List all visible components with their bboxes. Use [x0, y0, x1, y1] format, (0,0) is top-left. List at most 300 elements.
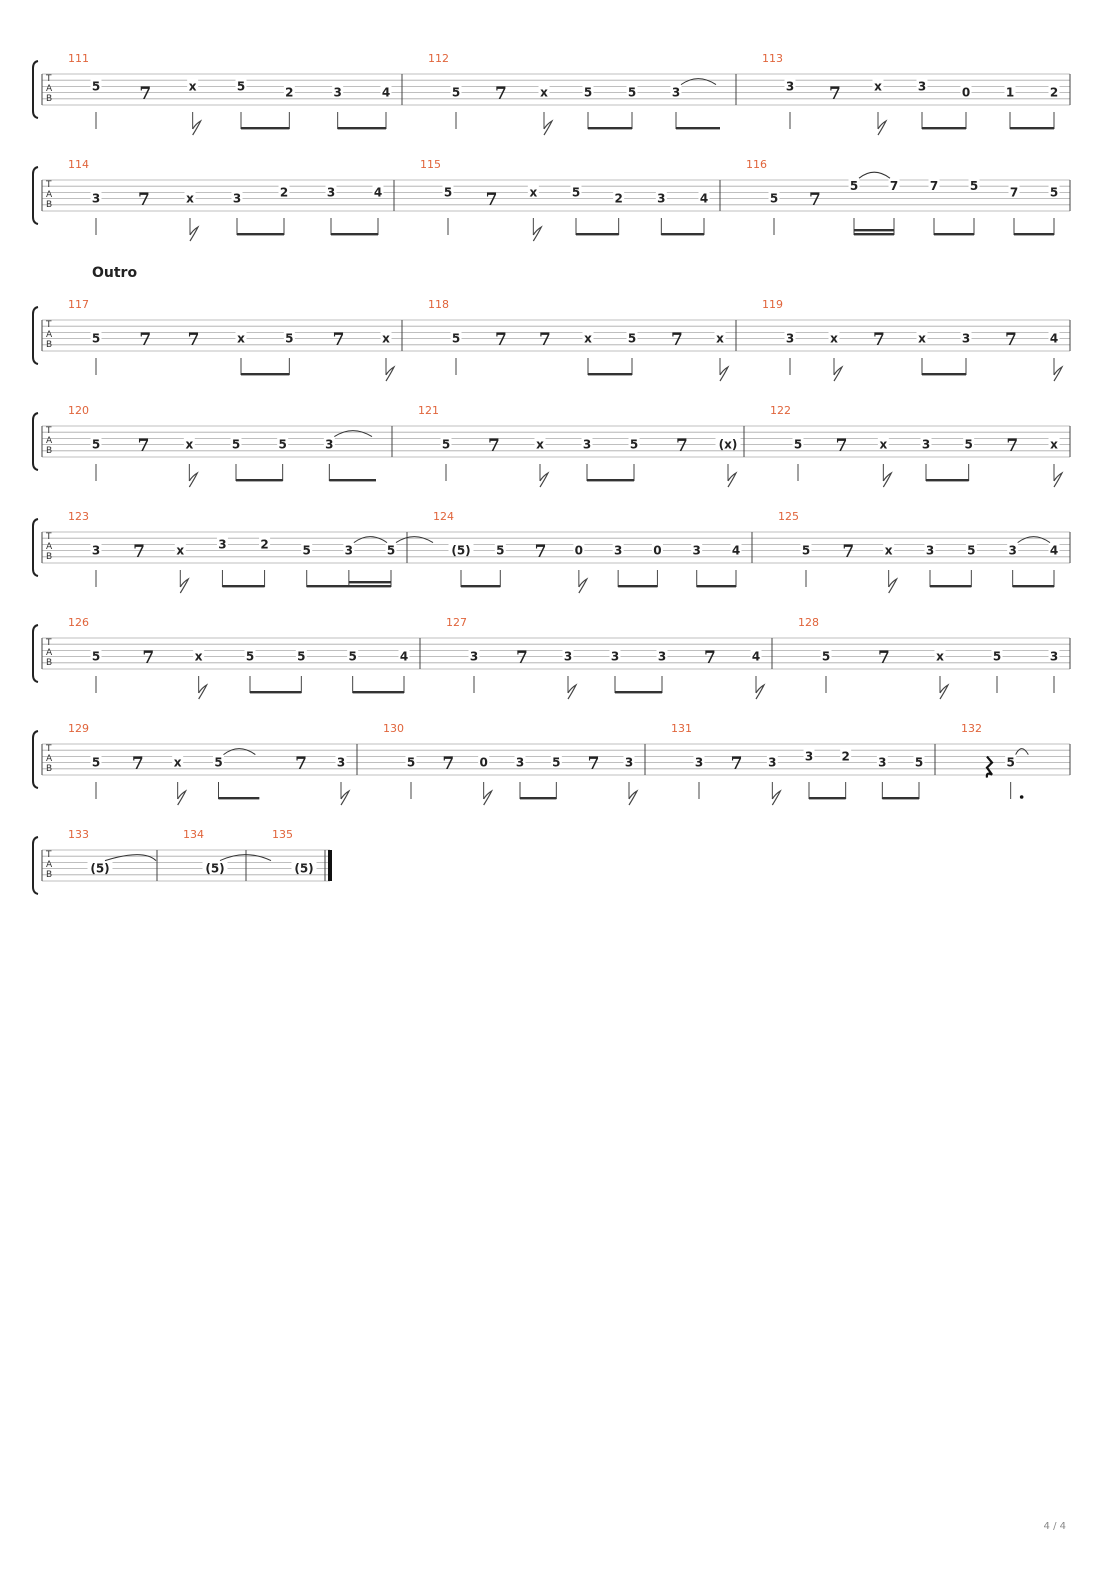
fret-number: 5	[769, 191, 779, 206]
note-beam	[882, 797, 919, 799]
fret-number: 5	[992, 649, 1002, 664]
fret-number: 3	[469, 649, 479, 664]
measure-number: 132	[961, 722, 982, 735]
note-flag	[883, 473, 891, 487]
note-flag	[193, 121, 201, 135]
fret-number: 3	[624, 755, 634, 770]
fret-number: 3	[232, 191, 242, 206]
measure-132	[961, 722, 1028, 799]
fret-number: 3	[1008, 543, 1017, 558]
fret-number: 0	[574, 543, 584, 558]
note-beam	[661, 233, 704, 235]
measure-number: 113	[762, 52, 783, 65]
note-flag	[341, 791, 349, 805]
system	[33, 722, 1070, 805]
measure-number: 130	[383, 722, 404, 735]
fret-number: 2	[260, 537, 269, 552]
tab-clef-letter: A	[46, 648, 53, 658]
measure-126	[68, 616, 410, 699]
tie-arc	[859, 172, 890, 178]
fret-number: 3	[582, 437, 592, 452]
fret-number: 5	[236, 79, 246, 94]
fret-number: 3	[657, 191, 666, 206]
fret-number: 5	[451, 85, 461, 100]
fret-number: 5	[821, 649, 831, 664]
measure-number: 114	[68, 158, 89, 171]
note-flag	[189, 473, 197, 487]
fret-number: 2	[285, 85, 294, 100]
measure-number: 122	[770, 404, 791, 417]
note-flag	[1054, 367, 1062, 381]
fret-number: 5	[441, 437, 451, 452]
eighth-rest: 7	[730, 754, 743, 774]
note-beam	[588, 127, 632, 129]
eighth-rest: 7	[1005, 330, 1017, 350]
fret-number: 4	[731, 543, 741, 558]
tab-clef-letter: B	[46, 764, 53, 774]
eighth-rest: 7	[809, 190, 821, 210]
fret-number: 3	[804, 749, 814, 764]
note-flag	[834, 367, 842, 381]
fret-number: 3	[657, 649, 667, 664]
fret-number: 3	[344, 543, 354, 558]
fret-number: x	[185, 437, 194, 452]
note-beam	[676, 127, 720, 129]
measure-117	[68, 298, 394, 381]
fret-number: 3	[613, 543, 623, 558]
measure-number: 117	[68, 298, 89, 311]
note-beam	[576, 233, 619, 235]
page-number: 4 / 4	[1043, 1521, 1066, 1532]
note-flag	[878, 121, 886, 135]
note-beam	[618, 585, 657, 587]
measure-124	[433, 510, 742, 593]
fret-number: 1	[1005, 85, 1015, 100]
tie-arc	[354, 537, 387, 543]
tab-clef-letter: A	[46, 84, 53, 94]
tab-clef-letter: A	[46, 860, 53, 870]
fret-number: 5	[278, 437, 287, 452]
fret-number: 7	[889, 179, 899, 194]
tab-clef-letter: B	[46, 340, 53, 350]
fret-number: x	[529, 185, 538, 200]
note-beam	[922, 127, 966, 129]
note-beam	[854, 233, 894, 235]
fret-number: x	[536, 437, 544, 452]
fret-number: 3	[768, 755, 777, 770]
system-bracket	[33, 167, 38, 224]
fret-number: x	[382, 331, 390, 346]
eighth-rest: 7	[704, 648, 716, 668]
fret-number: 2	[279, 185, 289, 200]
measure-number: 115	[420, 158, 441, 171]
fret-number: 3	[325, 437, 334, 452]
tab-clef-letter: B	[46, 552, 53, 562]
fret-number: x	[716, 331, 724, 346]
fret-number: 3	[515, 755, 525, 770]
fret-number: 5	[386, 543, 396, 558]
measure-number: 112	[428, 52, 449, 65]
fret-number: x	[194, 649, 203, 664]
note-flag	[199, 685, 207, 699]
measure-number: 118	[428, 298, 449, 311]
fret-number: 3	[326, 185, 336, 200]
note-flag	[484, 791, 492, 805]
measure-121	[418, 404, 741, 487]
fret-number: 3	[921, 437, 931, 452]
fret-number: x	[936, 649, 944, 664]
fret-number: (5)	[451, 543, 471, 558]
measure-125	[778, 510, 1060, 593]
fret-number: 3	[336, 755, 346, 770]
eighth-rest: 7	[142, 648, 155, 668]
measure-127	[446, 616, 764, 699]
note-beam	[353, 691, 404, 693]
note-flag	[178, 791, 186, 805]
note-flag	[533, 227, 541, 241]
fret-number: 5	[627, 331, 637, 346]
fret-number: 5	[1049, 185, 1059, 200]
system-bracket	[33, 625, 38, 682]
measure-number: 135	[272, 828, 293, 841]
eighth-rest: 7	[137, 436, 150, 456]
note-beam	[930, 585, 971, 587]
tie-arc	[1018, 537, 1050, 543]
fret-number: x	[884, 543, 893, 558]
note-beam-secondary	[854, 229, 894, 231]
measure-115	[420, 158, 710, 241]
fret-number: 2	[614, 191, 623, 206]
eighth-rest: 7	[332, 330, 345, 350]
fret-number: 0	[653, 543, 662, 558]
fret-number: 3	[563, 649, 573, 664]
fret-number: 3	[878, 755, 887, 770]
fret-number: x	[1050, 437, 1058, 452]
fret-number: 3	[91, 543, 101, 558]
quarter-rest	[987, 757, 992, 778]
note-beam	[587, 479, 634, 481]
eighth-rest: 7	[539, 330, 551, 350]
measure-number: 127	[446, 616, 467, 629]
note-beam	[697, 585, 736, 587]
fret-number: x	[874, 79, 882, 94]
tab-clef-letter: A	[46, 542, 53, 552]
fret-number: 5	[496, 543, 505, 558]
fret-number: 3	[917, 79, 927, 94]
eighth-rest: 7	[835, 436, 848, 456]
note-beam	[809, 797, 846, 799]
fret-number: x	[173, 755, 182, 770]
fret-number: x	[540, 85, 548, 100]
tab-clef-letter: B	[46, 870, 53, 880]
tab-clef-letter: B	[46, 658, 53, 668]
fret-number: 3	[671, 85, 681, 100]
fret-number: 5	[406, 755, 416, 770]
note-flag	[1054, 473, 1062, 487]
eighth-rest: 7	[587, 754, 600, 774]
fret-number: x	[188, 79, 197, 94]
note-beam	[329, 479, 376, 481]
measure-number: 125	[778, 510, 799, 523]
note-beam	[588, 373, 632, 375]
system	[33, 404, 1070, 487]
tie-arc	[334, 431, 372, 437]
rhythm-dot	[1020, 795, 1024, 799]
fret-number: 5	[571, 185, 581, 200]
fret-number: 3	[925, 543, 935, 558]
fret-number: 5	[91, 437, 101, 452]
note-beam	[241, 127, 289, 129]
fret-number: 5	[793, 437, 803, 452]
note-flag	[190, 227, 198, 241]
eighth-rest: 7	[133, 542, 145, 562]
note-flag	[540, 473, 548, 487]
measure-number: 126	[68, 616, 89, 629]
note-beam	[520, 797, 556, 799]
tab-clef-letter: T	[46, 74, 52, 84]
fret-number: 5	[849, 179, 859, 194]
fret-number: 4	[373, 185, 383, 200]
measure-120	[68, 404, 376, 487]
final-barline	[328, 850, 332, 881]
fret-number: 3	[785, 79, 795, 94]
measure-number: 120	[68, 404, 89, 417]
note-flag	[180, 579, 188, 593]
eighth-rest: 7	[534, 542, 547, 562]
fret-number: x	[584, 331, 592, 346]
measure-number: 133	[68, 828, 89, 841]
fret-number: 3	[218, 537, 227, 552]
fret-number: 5	[91, 331, 101, 346]
note-flag	[629, 791, 637, 805]
measure-number: 116	[746, 158, 767, 171]
note-beam	[237, 233, 284, 235]
note-flag	[940, 685, 948, 699]
fret-number: 4	[699, 191, 709, 206]
measure-122	[770, 404, 1062, 487]
fret-number: 3	[91, 191, 101, 206]
note-flag	[568, 685, 576, 699]
eighth-rest: 7	[488, 436, 500, 456]
eighth-rest: 7	[187, 330, 200, 350]
note-beam	[461, 585, 500, 587]
tie-arc	[1016, 749, 1029, 755]
note-beam	[615, 691, 662, 693]
fret-number: 3	[961, 331, 971, 346]
measure-123	[68, 510, 433, 593]
tab-clef-letter: T	[46, 638, 52, 648]
system-bracket	[33, 731, 38, 788]
fret-number: 3	[694, 755, 704, 770]
system-bracket	[33, 307, 38, 364]
system	[33, 52, 1070, 135]
note-beam	[1014, 233, 1054, 235]
tab-clef-letter: T	[46, 744, 52, 754]
tab-clef-letter: A	[46, 190, 53, 200]
note-beam	[1013, 585, 1054, 587]
note-beam	[241, 373, 289, 375]
fret-number: 3	[692, 543, 701, 558]
measure-112	[428, 52, 720, 135]
tab-clef-letter: B	[46, 200, 53, 210]
tab-clef-letter: T	[46, 532, 52, 542]
tab-clef-letter: T	[46, 320, 52, 330]
fret-number: 2	[841, 749, 850, 764]
eighth-rest: 7	[1006, 436, 1019, 456]
eighth-rest: 7	[671, 330, 683, 350]
eighth-rest: 7	[495, 330, 507, 350]
fret-number: 5	[914, 755, 924, 770]
fret-number: 3	[785, 331, 795, 346]
note-flag	[728, 473, 736, 487]
measure-number: 111	[68, 52, 89, 65]
fret-number: 5	[967, 543, 976, 558]
fret-number: x	[830, 331, 838, 346]
fret-number: (5)	[90, 861, 110, 876]
eighth-rest: 7	[873, 330, 885, 350]
measure-113	[762, 52, 1060, 135]
note-beam	[222, 585, 264, 587]
fret-number: 5	[964, 437, 973, 452]
note-flag	[579, 579, 587, 593]
fret-number: x	[186, 191, 194, 206]
measure-130	[383, 722, 637, 805]
measure-number: 128	[798, 616, 819, 629]
measure-number: 134	[183, 828, 204, 841]
tab-clef-letter: T	[46, 850, 52, 860]
fret-number: 5	[552, 755, 561, 770]
measure-128	[798, 616, 1060, 699]
tab-clef-letter: A	[46, 436, 53, 446]
fret-number: (5)	[205, 861, 225, 876]
tie-arc	[224, 749, 256, 755]
fret-number: 4	[1049, 331, 1059, 346]
tab-clef-letter: T	[46, 180, 52, 190]
fret-number: 5	[302, 543, 311, 558]
note-beam	[236, 479, 283, 481]
measure-129	[68, 722, 349, 805]
note-flag	[720, 367, 728, 381]
eighth-rest: 7	[442, 754, 455, 774]
fret-number: 5	[245, 649, 255, 664]
fret-number: x	[918, 331, 926, 346]
measure-114	[68, 158, 384, 241]
eighth-rest: 7	[516, 648, 528, 668]
system	[33, 828, 332, 894]
section-label-outro: Outro	[92, 265, 138, 281]
system-bracket	[33, 413, 38, 470]
measure-number: 129	[68, 722, 89, 735]
note-beam	[307, 585, 391, 587]
note-flag	[772, 791, 780, 805]
fret-number: 5	[443, 185, 453, 200]
fret-number: 5	[91, 649, 101, 664]
measure-111	[68, 52, 392, 135]
system	[33, 616, 1070, 699]
fret-number: 3	[610, 649, 620, 664]
fret-number: 4	[399, 649, 409, 664]
fret-number: 4	[1049, 543, 1059, 558]
system	[33, 158, 1070, 241]
note-flag	[756, 685, 764, 699]
fret-number: 5	[231, 437, 241, 452]
fret-number: 5	[451, 331, 461, 346]
tab-clef-letter: T	[46, 426, 52, 436]
eighth-rest: 7	[139, 84, 152, 104]
system	[33, 510, 1070, 593]
fret-number: 2	[1049, 85, 1059, 100]
fret-number: 5	[297, 649, 306, 664]
measure-131	[671, 722, 925, 805]
note-beam	[922, 373, 966, 375]
fret-number: 4	[751, 649, 761, 664]
tie-arc	[396, 537, 433, 543]
measure-number: 121	[418, 404, 439, 417]
tab-clef-letter: A	[46, 754, 53, 764]
note-beam	[331, 233, 378, 235]
tab-clef-letter: A	[46, 330, 53, 340]
fret-number: 5	[801, 543, 811, 558]
note-beam	[250, 691, 301, 693]
fret-number: 7	[929, 179, 939, 194]
eighth-rest: 7	[131, 754, 144, 774]
fret-number: 5	[348, 649, 357, 664]
fret-number: 5	[91, 755, 101, 770]
measure-number: 124	[433, 510, 454, 523]
fret-number: 5	[214, 755, 223, 770]
eighth-rest: 7	[485, 190, 498, 210]
fret-number: 5	[583, 85, 593, 100]
eighth-rest: 7	[829, 84, 841, 104]
fret-number: x	[879, 437, 888, 452]
eighth-rest: 7	[495, 84, 507, 104]
fret-number: x	[176, 543, 185, 558]
fret-number: 3	[1049, 649, 1059, 664]
note-beam	[934, 233, 974, 235]
measure-number: 119	[762, 298, 783, 311]
note-flag	[386, 367, 394, 381]
fret-number: 5	[629, 437, 639, 452]
fret-number: (5)	[294, 861, 314, 876]
fret-number: (x)	[718, 437, 738, 452]
eighth-rest: 7	[138, 190, 150, 210]
note-beam	[219, 797, 260, 799]
eighth-rest: 7	[676, 436, 688, 456]
note-beam	[926, 479, 969, 481]
note-flag	[544, 121, 552, 135]
fret-number: 5	[91, 79, 101, 94]
eighth-rest: 7	[842, 542, 855, 562]
fret-number: 7	[1009, 185, 1019, 200]
measure-116	[746, 158, 1060, 235]
system-bracket	[33, 519, 38, 576]
tab-clef-letter: B	[46, 446, 53, 456]
fret-number: 5	[1006, 755, 1015, 770]
eighth-rest: 7	[295, 754, 308, 774]
tie-arc	[105, 855, 156, 861]
system	[33, 298, 1070, 381]
system-bracket	[33, 61, 38, 118]
system-bracket	[33, 837, 38, 894]
eighth-rest: 7	[139, 330, 152, 350]
measure-number: 123	[68, 510, 89, 523]
note-flag	[889, 579, 897, 593]
fret-number: 5	[285, 331, 294, 346]
tab-clef-letter: B	[46, 94, 53, 104]
fret-number: 0	[479, 755, 488, 770]
measure-119	[762, 298, 1062, 381]
fret-number: 3	[333, 85, 342, 100]
